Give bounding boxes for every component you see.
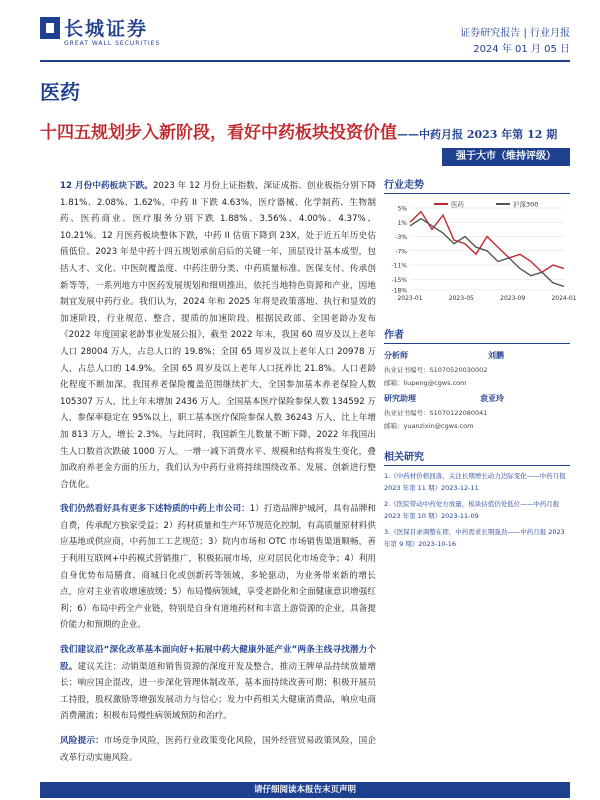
authors-title: 作者 bbox=[384, 326, 570, 344]
x-tick-label: 2024-01 bbox=[551, 295, 577, 302]
sector-title: 医药 bbox=[40, 80, 80, 104]
author-role: 分析师 bbox=[384, 351, 408, 360]
related-list bbox=[384, 470, 570, 550]
x-tick-label: 2023-01 bbox=[397, 295, 423, 302]
legend-label: 沪深300 bbox=[513, 200, 539, 209]
company-logo bbox=[40, 14, 148, 41]
related-research bbox=[384, 448, 570, 550]
report-type: 证券研究报告 | 行业月报 bbox=[460, 28, 570, 39]
author-cert: 执业证书编号：S1070520030002 bbox=[384, 366, 488, 374]
paragraph-text: 2023 年 12 月份上证指数、深证成指、创业板指分别下降 1.81%、2.08%、1.62%。中药 II 下跌 4.63%，医疗器械、化学制药、生物制药、医药商业、医疗服务分别下跌 1.88%、3.56%、4.00%、4.37%、10.21%。12 月医药板块整体下跌，中药 II 估值下降到 23X，处于近五年历史估值低位。2023 年是中药十四五规划承前启后的关键一年，顶层设计基本成型，包括人才、文化、中医院覆盖度、中药注册分类、中药质量标准、医保支付、传承创新等等，一系列地方中医药发展规划和细则推出，依托当地特色资源和产业，因地制宜发展中药行业。我们认为，2024 年和 2025 年将是政策落地、执行和显效的加速阶段，行业规范、整合、提质的加速阶段。根据民政部、全国老龄办发布《2022 年度国家老龄事业发展公报》，截至 2022 年末，我国 60 周岁及以上老年人口 28004 万人，占总人口的 19.8%；全国 65 周岁及以上老年人口 20978 万人，占总人口的 14.9%。全国 65 周岁及以上老年人口抚养比 21.8%。人口老龄化程度不断加深。我国养老保险覆盖范围继续扩大，全国参加基本养老保险人数 105307 万人，比上年末增加 2436 万人。全国基本医疗保险参保人数 134592 万人，参保率稳定在 95%以上，职工基本医疗保险参保人数 36243 万人，比上年增加 813 万人，增长 2.3%。与此同时，我国新生儿数量不断下降，2022 年我国出生人口数首次跌破 1000 万人。一增一减下消费水平、规模和结构将发生变化，叠加政府养老金方面的压力，我们认为中药行业将持续围绕改革、发展、创新进行整合优化。 bbox=[60, 181, 376, 490]
author-1 bbox=[384, 350, 504, 361]
y-tick-label: -15% bbox=[391, 276, 407, 284]
author-cert: 执业证书编号：S1070122080041 bbox=[384, 409, 488, 417]
main-body bbox=[60, 178, 376, 774]
trend-chart-svg bbox=[384, 198, 577, 308]
paragraph-lead: 我们建议沿“深化改革基本面向好+拓展中药大健康外延产业”两条主线寻找潜力个股。 bbox=[60, 645, 376, 672]
related-item[interactable]: 2.《医院带动中药处方放量，板块估值仍处低位——中药月报 2023 年第 10 期》2023-11-09 bbox=[384, 500, 560, 520]
report-headline bbox=[40, 118, 580, 143]
x-tick-label: 2023-09 bbox=[500, 295, 526, 302]
y-tick-label: 5% bbox=[397, 205, 407, 213]
authors-block bbox=[384, 326, 570, 430]
author-name: 袁亚玲 bbox=[480, 394, 504, 403]
paragraph-risk bbox=[60, 733, 376, 766]
paragraph-lead: 我们仍然看好具有更多下述特质的中药上市公司： bbox=[60, 504, 250, 515]
rating-badge: 强于大市（维持评级） bbox=[442, 148, 570, 166]
paragraph-text: 建议关注：动销渠道和销售资源的深度开发及整合，推动王牌单品持续放量增长；响应国企混改，进一步深化管理体制改革，基本面持续改善可期；积极开展员工持股，股权激励等增强发展动力与信心；发力中药相关大健康消费品，响应电商消费潮流；积极布局慢性病领域预防和治疗。 bbox=[60, 661, 376, 722]
paragraph-text: 1）打造品牌护城河，具有品牌和自费，传承配方独家受益；2）药材质量和生产环节规范化控制，有高质量原材料供应基地或供应商，中药加工工艺规范；3）院内市场和 OTC 市场销售渠道顺畅，善于利用互联网+中药模式营销推广，积极拓展市场，应对居民化市场竞争；4）利用自身优势布局膳食、商城日化或创新药等领域，多轮驱动，为业务带来新的增长点，应对主业省收增速放缓；5）布局慢病领域，享受老龄化和全面健康意识增强红利；6）布局中药全产业链，特别是自身有道地药材和丰富上游资源的企业，具备提价能力和预期的企业。 bbox=[60, 504, 376, 631]
author-email[interactable]: 邮箱：liupeng@cgws.com bbox=[384, 379, 467, 387]
footer-disclaimer: 请仔细阅读本报告末页声明 bbox=[40, 782, 570, 798]
paragraph-lead: 风险提示： bbox=[60, 736, 104, 746]
headline-sub: ——中药月报 2023 年第 12 期 bbox=[397, 128, 558, 141]
logo-mark-icon bbox=[40, 17, 60, 39]
report-header bbox=[40, 14, 570, 62]
sidebar bbox=[384, 176, 577, 554]
y-tick-label: -7% bbox=[395, 248, 407, 256]
related-item[interactable]: 1.《中药材价格回落，关注长期增长动力边际变化——中药月报 2023 年第 11 期》2023-12-11 bbox=[384, 472, 566, 492]
y-tick-label: 1% bbox=[397, 219, 407, 227]
logo-english-text: GREAT WALL SECURITIES bbox=[64, 40, 161, 47]
paragraph-market bbox=[60, 178, 376, 493]
paragraph-text: 市场竞争风险，医药行业政策变化风险，国外经营贸易政策风险，国企改革行动实施风险。 bbox=[60, 736, 376, 763]
logo-text: 长城证券 bbox=[64, 18, 149, 40]
author-email[interactable]: 邮箱：yuanzixin@cgws.com bbox=[384, 422, 474, 430]
paragraph-strategy bbox=[60, 642, 376, 725]
author-2 bbox=[384, 393, 504, 404]
report-date: 2024 年 01 月 05 日 bbox=[473, 44, 570, 55]
y-tick-label: -11% bbox=[391, 262, 407, 270]
paragraph-lead: 12 月份中药板块下跌。 bbox=[60, 181, 153, 191]
series-line-0 bbox=[410, 212, 564, 273]
y-tick-label: -3% bbox=[395, 234, 407, 242]
legend-label: 医药 bbox=[451, 200, 464, 209]
headline-main: 十四五规划步入新阶段，看好中药板块投资价值 bbox=[40, 123, 397, 143]
author-name: 刘鹏 bbox=[488, 351, 504, 360]
header-meta bbox=[460, 26, 570, 58]
related-title: 相关研究 bbox=[384, 448, 570, 466]
y-tick-label: -18% bbox=[391, 287, 407, 295]
author-role: 研究助理 bbox=[384, 394, 416, 403]
trend-title: 行业走势 bbox=[384, 176, 570, 194]
paragraph-picks bbox=[60, 501, 376, 634]
related-item[interactable]: 3.《医保目录调整在即，中药需求长期强劲——中药月报 2023 年第 9 期》2023-10-16 bbox=[384, 528, 565, 548]
trend-chart bbox=[384, 198, 577, 308]
x-tick-label: 2023-05 bbox=[448, 295, 474, 302]
